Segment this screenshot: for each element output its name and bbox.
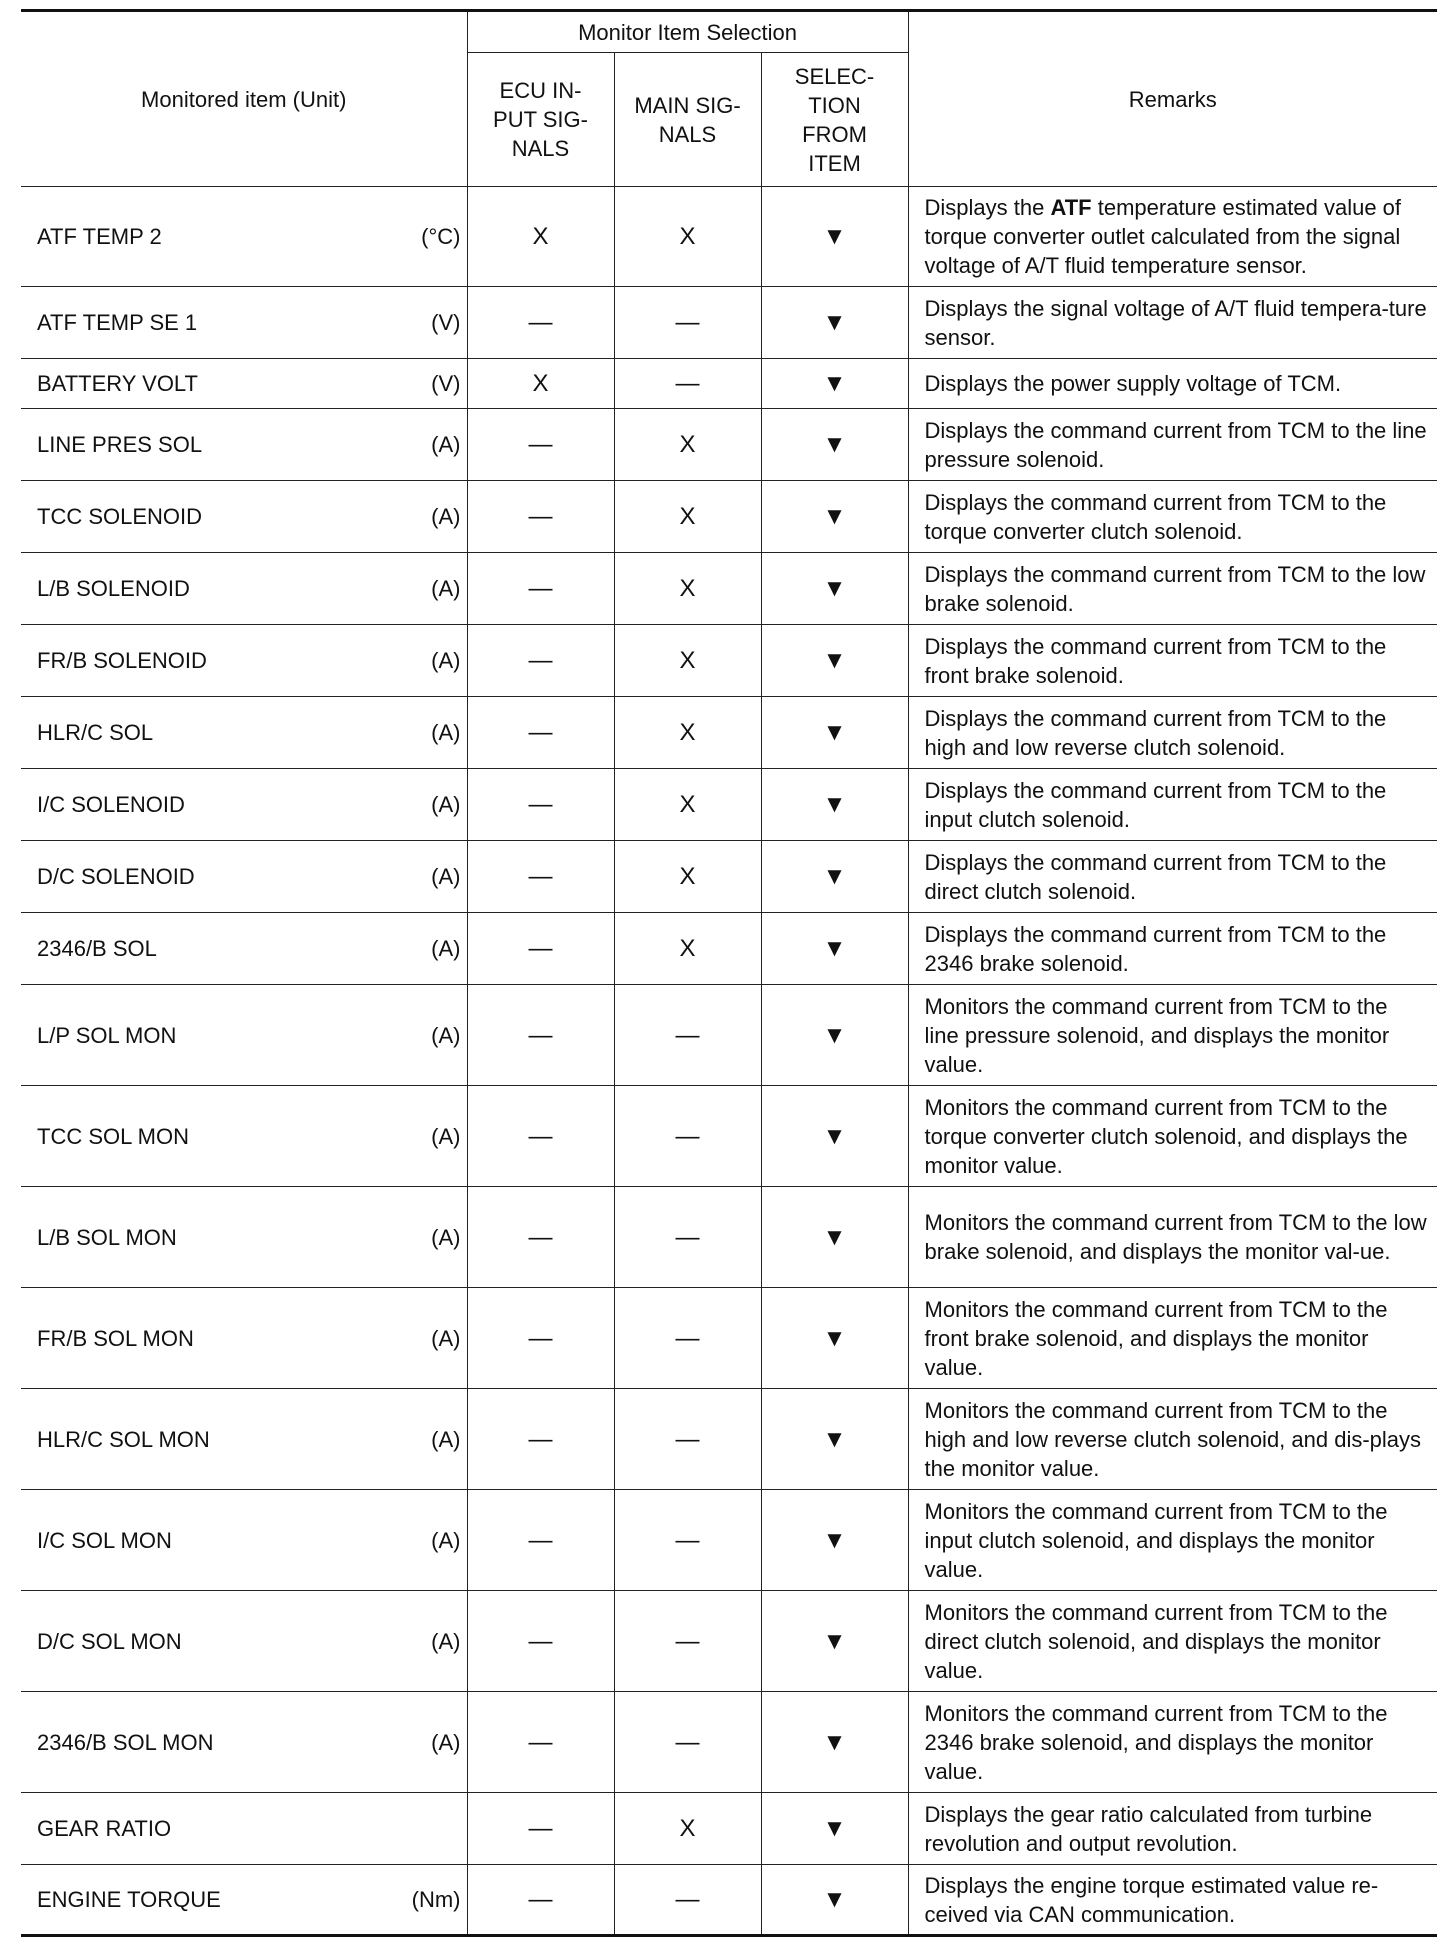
remarks-cell	[908, 913, 1437, 985]
remarks-cell	[908, 1793, 1437, 1865]
selection-triangle-icon: ▼	[761, 697, 908, 769]
monitored-item-unit: (A)	[431, 792, 461, 817]
table-row	[21, 1793, 1437, 1865]
monitored-item-cell	[21, 697, 467, 769]
remarks-text: Displays the command current from TCM to the line pressure solenoid.	[924, 417, 1427, 472]
ecu-input-signal-mark: —	[467, 841, 614, 913]
monitored-item-cell	[21, 841, 467, 913]
monitored-item-cell	[21, 553, 467, 625]
remarks-text: Displays the signal voltage of A/T fluid tempera-ture sensor.	[924, 295, 1427, 350]
ecu-input-signal-mark: —	[467, 1187, 614, 1288]
table-row	[21, 553, 1437, 625]
monitored-item-name: 2346/B SOL MON	[37, 1729, 214, 1755]
monitored-item-name: ATF TEMP SE 1	[37, 310, 198, 335]
monitored-item-name: D/C SOL MON	[37, 1628, 182, 1654]
remarks-cell	[908, 409, 1437, 481]
ecu-input-signal-mark: —	[467, 1793, 614, 1865]
main-signal-mark: X	[614, 841, 761, 913]
table-body	[21, 187, 1437, 1936]
monitored-item-cell	[21, 1187, 467, 1288]
selection-triangle-icon: ▼	[761, 187, 908, 287]
main-signal-mark: X	[614, 697, 761, 769]
remarks-cell	[908, 359, 1437, 409]
selection-triangle-icon: ▼	[761, 1591, 908, 1692]
remarks-text: Displays the command current from TCM to the direct clutch solenoid.	[924, 849, 1387, 904]
ecu-input-signal-mark: —	[467, 1591, 614, 1692]
monitored-item-cell	[21, 409, 467, 481]
header-selection-from-item: SELEC- TION FROM ITEM	[761, 53, 908, 187]
selection-triangle-icon: ▼	[761, 1086, 908, 1187]
ecu-input-signal-mark: —	[467, 1288, 614, 1389]
remarks-text: Monitors the command current from TCM to the torque converter clutch solenoid, and displays the monitor value.	[924, 1094, 1408, 1178]
table-row	[21, 1692, 1437, 1793]
ecu-input-signal-mark: —	[467, 985, 614, 1086]
selection-triangle-icon: ▼	[761, 769, 908, 841]
table-row	[21, 769, 1437, 841]
monitor-item-table	[21, 9, 1437, 1937]
remarks-cell	[908, 1490, 1437, 1591]
main-signal-mark: —	[614, 359, 761, 409]
remarks-text: Displays the engine torque estimated value re-ceived via CAN communication.	[924, 1872, 1379, 1927]
monitored-item-unit: (A)	[431, 1729, 461, 1755]
selection-triangle-icon: ▼	[761, 913, 908, 985]
main-signal-mark: —	[614, 1389, 761, 1490]
table-row	[21, 1086, 1437, 1187]
selection-triangle-icon: ▼	[761, 287, 908, 359]
main-signal-mark: —	[614, 1288, 761, 1389]
selection-triangle-icon: ▼	[761, 1187, 908, 1288]
monitored-item-unit: (A)	[431, 432, 461, 457]
remarks-text: Monitors the command current from TCM to the direct clutch solenoid, and displays the monitor value.	[924, 1599, 1388, 1683]
monitored-item-unit: (°C)	[421, 224, 461, 249]
table-row	[21, 187, 1437, 287]
header-main-signals: MAIN SIG- NALS	[614, 53, 761, 187]
monitored-item-unit: (A)	[431, 1628, 461, 1654]
table-row	[21, 913, 1437, 985]
monitored-item-unit: (A)	[431, 576, 461, 601]
monitored-item-name: I/C SOL MON	[37, 1527, 172, 1553]
main-signal-mark: —	[614, 1187, 761, 1288]
remarks-cell	[908, 1389, 1437, 1490]
monitored-item-cell	[21, 985, 467, 1086]
ecu-input-signal-mark: —	[467, 913, 614, 985]
main-signal-mark: —	[614, 1490, 761, 1591]
main-signal-mark: X	[614, 409, 761, 481]
remarks-text: Monitors the command current from TCM to the line pressure solenoid, and displays the monitor value.	[924, 993, 1390, 1077]
selection-triangle-icon: ▼	[761, 625, 908, 697]
monitored-item-cell	[21, 1591, 467, 1692]
table-row	[21, 287, 1437, 359]
selection-triangle-icon: ▼	[761, 1793, 908, 1865]
table-row	[21, 625, 1437, 697]
main-signal-mark: —	[614, 1865, 761, 1936]
table-row	[21, 481, 1437, 553]
selection-triangle-icon: ▼	[761, 481, 908, 553]
main-signal-mark: —	[614, 1086, 761, 1187]
monitored-item-cell	[21, 769, 467, 841]
remarks-text: Monitors the command current from TCM to the 2346 brake solenoid, and displays the monitor value.	[924, 1700, 1388, 1784]
monitored-item-name: L/P SOL MON	[37, 1022, 177, 1048]
header-ecu-input-signals: ECU IN- PUT SIG- NALS	[467, 53, 614, 187]
monitored-item-name: LINE PRES SOL	[37, 432, 203, 457]
main-signal-mark: —	[614, 985, 761, 1086]
remarks-cell	[908, 1865, 1437, 1936]
header-monitor-item-selection: Monitor Item Selection	[467, 11, 908, 53]
monitored-item-name: ATF TEMP 2	[37, 224, 162, 249]
remarks-text: Monitors the command current from TCM to the front brake solenoid, and displays the monitor value.	[924, 1296, 1388, 1380]
remarks-text: Monitors the command current from TCM to the input clutch solenoid, and displays the monitor value.	[924, 1498, 1388, 1582]
table-row	[21, 1490, 1437, 1591]
monitored-item-unit: (A)	[431, 648, 461, 673]
selection-triangle-icon: ▼	[761, 985, 908, 1086]
main-signal-mark: X	[614, 481, 761, 553]
remarks-cell	[908, 1187, 1437, 1288]
remarks-cell	[908, 187, 1437, 287]
monitored-item-name: FR/B SOL MON	[37, 1325, 194, 1351]
ecu-input-signal-mark: —	[467, 553, 614, 625]
monitored-item-unit: (A)	[431, 1426, 461, 1452]
selection-triangle-icon: ▼	[761, 1389, 908, 1490]
ecu-input-signal-mark: —	[467, 769, 614, 841]
remarks-text-prefix: Displays the	[924, 195, 1051, 220]
remarks-text: Displays the command current from TCM to the torque converter clutch solenoid.	[924, 489, 1387, 544]
monitored-item-name: L/B SOLENOID	[37, 576, 190, 601]
monitored-item-name: HLR/C SOL MON	[37, 1426, 210, 1452]
selection-triangle-icon: ▼	[761, 1490, 908, 1591]
monitored-item-unit: (V)	[431, 371, 461, 396]
monitor-item-table-page	[21, 9, 1437, 1937]
monitored-item-cell	[21, 481, 467, 553]
monitored-item-cell	[21, 1793, 467, 1865]
monitored-item-cell	[21, 1288, 467, 1389]
ecu-input-signal-mark: —	[467, 1692, 614, 1793]
remarks-cell	[908, 1288, 1437, 1389]
selection-triangle-icon: ▼	[761, 359, 908, 409]
table-row	[21, 1591, 1437, 1692]
monitored-item-unit: (Nm)	[411, 1887, 461, 1912]
ecu-input-signal-mark: —	[467, 1490, 614, 1591]
remarks-text: Displays the power supply voltage of TCM.	[924, 371, 1342, 396]
main-signal-mark: —	[614, 1591, 761, 1692]
header-remarks: Remarks	[908, 11, 1437, 187]
ecu-input-signal-mark: —	[467, 697, 614, 769]
monitored-item-unit: (A)	[431, 720, 461, 745]
remarks-text: Displays the gear ratio calculated from turbine revolution and output revolution.	[924, 1801, 1373, 1856]
ecu-input-signal-mark: —	[467, 1389, 614, 1490]
table-row	[21, 1288, 1437, 1389]
monitored-item-cell	[21, 1865, 467, 1936]
monitored-item-name: I/C SOLENOID	[37, 792, 185, 817]
table-row	[21, 1865, 1437, 1936]
monitored-item-cell	[21, 1389, 467, 1490]
monitored-item-cell	[21, 1692, 467, 1793]
monitored-item-cell	[21, 1490, 467, 1591]
monitored-item-name: HLR/C SOL	[37, 720, 154, 745]
main-signal-mark: X	[614, 1793, 761, 1865]
monitored-item-cell	[21, 287, 467, 359]
table-row	[21, 1187, 1437, 1288]
remarks-cell	[908, 841, 1437, 913]
monitored-item-unit: (A)	[431, 1022, 461, 1048]
monitored-item-cell	[21, 187, 467, 287]
selection-triangle-icon: ▼	[761, 841, 908, 913]
main-signal-mark: X	[614, 769, 761, 841]
main-signal-mark: X	[614, 553, 761, 625]
ecu-input-signal-mark: —	[467, 481, 614, 553]
header-monitored-item: Monitored item (Unit)	[21, 11, 467, 187]
monitored-item-name: GEAR RATIO	[37, 1816, 172, 1841]
table-row	[21, 985, 1437, 1086]
monitored-item-unit: (A)	[431, 1224, 461, 1250]
remarks-cell	[908, 553, 1437, 625]
main-signal-mark: —	[614, 287, 761, 359]
main-signal-mark: X	[614, 187, 761, 287]
monitored-item-unit: (A)	[431, 504, 461, 529]
ecu-input-signal-mark: —	[467, 287, 614, 359]
monitored-item-cell	[21, 625, 467, 697]
monitored-item-unit: (V)	[431, 310, 461, 335]
remarks-text: Displays the command current from TCM to the input clutch solenoid.	[924, 777, 1387, 832]
ecu-input-signal-mark: —	[467, 1865, 614, 1936]
monitored-item-name: D/C SOLENOID	[37, 864, 195, 889]
remarks-text: Monitors the command current from TCM to the low brake solenoid, and displays the monitor val-ue.	[924, 1210, 1427, 1264]
monitored-item-cell	[21, 1086, 467, 1187]
remarks-cell	[908, 769, 1437, 841]
table-row	[21, 409, 1437, 481]
monitored-item-cell	[21, 359, 467, 409]
remarks-text: Monitors the command current from TCM to the high and low reverse clutch solenoid, and dis-plays the monitor value.	[924, 1397, 1422, 1481]
monitored-item-name: FR/B SOLENOID	[37, 648, 207, 673]
monitored-item-unit: (A)	[431, 1325, 461, 1351]
table-row	[21, 841, 1437, 913]
remarks-cell	[908, 697, 1437, 769]
remarks-cell	[908, 1086, 1437, 1187]
main-signal-mark: X	[614, 913, 761, 985]
remarks-cell	[908, 287, 1437, 359]
monitored-item-name: ENGINE TORQUE	[37, 1887, 221, 1912]
monitored-item-name: 2346/B SOL	[37, 936, 157, 961]
selection-triangle-icon: ▼	[761, 1865, 908, 1936]
table-row	[21, 359, 1437, 409]
remarks-text: Displays the command current from TCM to the front brake solenoid.	[924, 633, 1387, 688]
monitored-item-unit: (A)	[431, 936, 461, 961]
main-signal-mark: X	[614, 625, 761, 697]
remarks-cell	[908, 625, 1437, 697]
remarks-text: temperature estimated value of torque converter outlet calculated from the signal voltage of A/T fluid temperature sensor.	[924, 195, 1402, 278]
ecu-input-signal-mark: X	[467, 187, 614, 287]
remarks-text: Displays the command current from TCM to the low brake solenoid.	[924, 561, 1426, 616]
table-row	[21, 697, 1437, 769]
ecu-input-signal-mark: —	[467, 409, 614, 481]
selection-triangle-icon: ▼	[761, 553, 908, 625]
selection-triangle-icon: ▼	[761, 1692, 908, 1793]
remarks-cell	[908, 481, 1437, 553]
monitored-item-cell	[21, 913, 467, 985]
monitored-item-name: L/B SOL MON	[37, 1224, 177, 1250]
ecu-input-signal-mark: —	[467, 625, 614, 697]
ecu-input-signal-mark: X	[467, 359, 614, 409]
monitored-item-unit: (A)	[431, 1527, 461, 1553]
monitored-item-unit: (A)	[431, 864, 461, 889]
remarks-cell	[908, 1591, 1437, 1692]
ecu-input-signal-mark: —	[467, 1086, 614, 1187]
monitored-item-unit: (A)	[431, 1123, 461, 1149]
main-signal-mark: —	[614, 1692, 761, 1793]
selection-triangle-icon: ▼	[761, 409, 908, 481]
remarks-text: Displays the command current from TCM to the high and low reverse clutch solenoid.	[924, 705, 1387, 760]
remarks-bold-text: ATF	[1050, 195, 1092, 220]
remarks-text: Displays the command current from TCM to the 2346 brake solenoid.	[924, 921, 1387, 976]
monitored-item-name: BATTERY VOLT	[37, 371, 198, 396]
monitored-item-name: TCC SOL MON	[37, 1123, 189, 1149]
monitored-item-name: TCC SOLENOID	[37, 504, 203, 529]
table-row	[21, 1389, 1437, 1490]
remarks-cell	[908, 1692, 1437, 1793]
remarks-cell	[908, 985, 1437, 1086]
selection-triangle-icon: ▼	[761, 1288, 908, 1389]
